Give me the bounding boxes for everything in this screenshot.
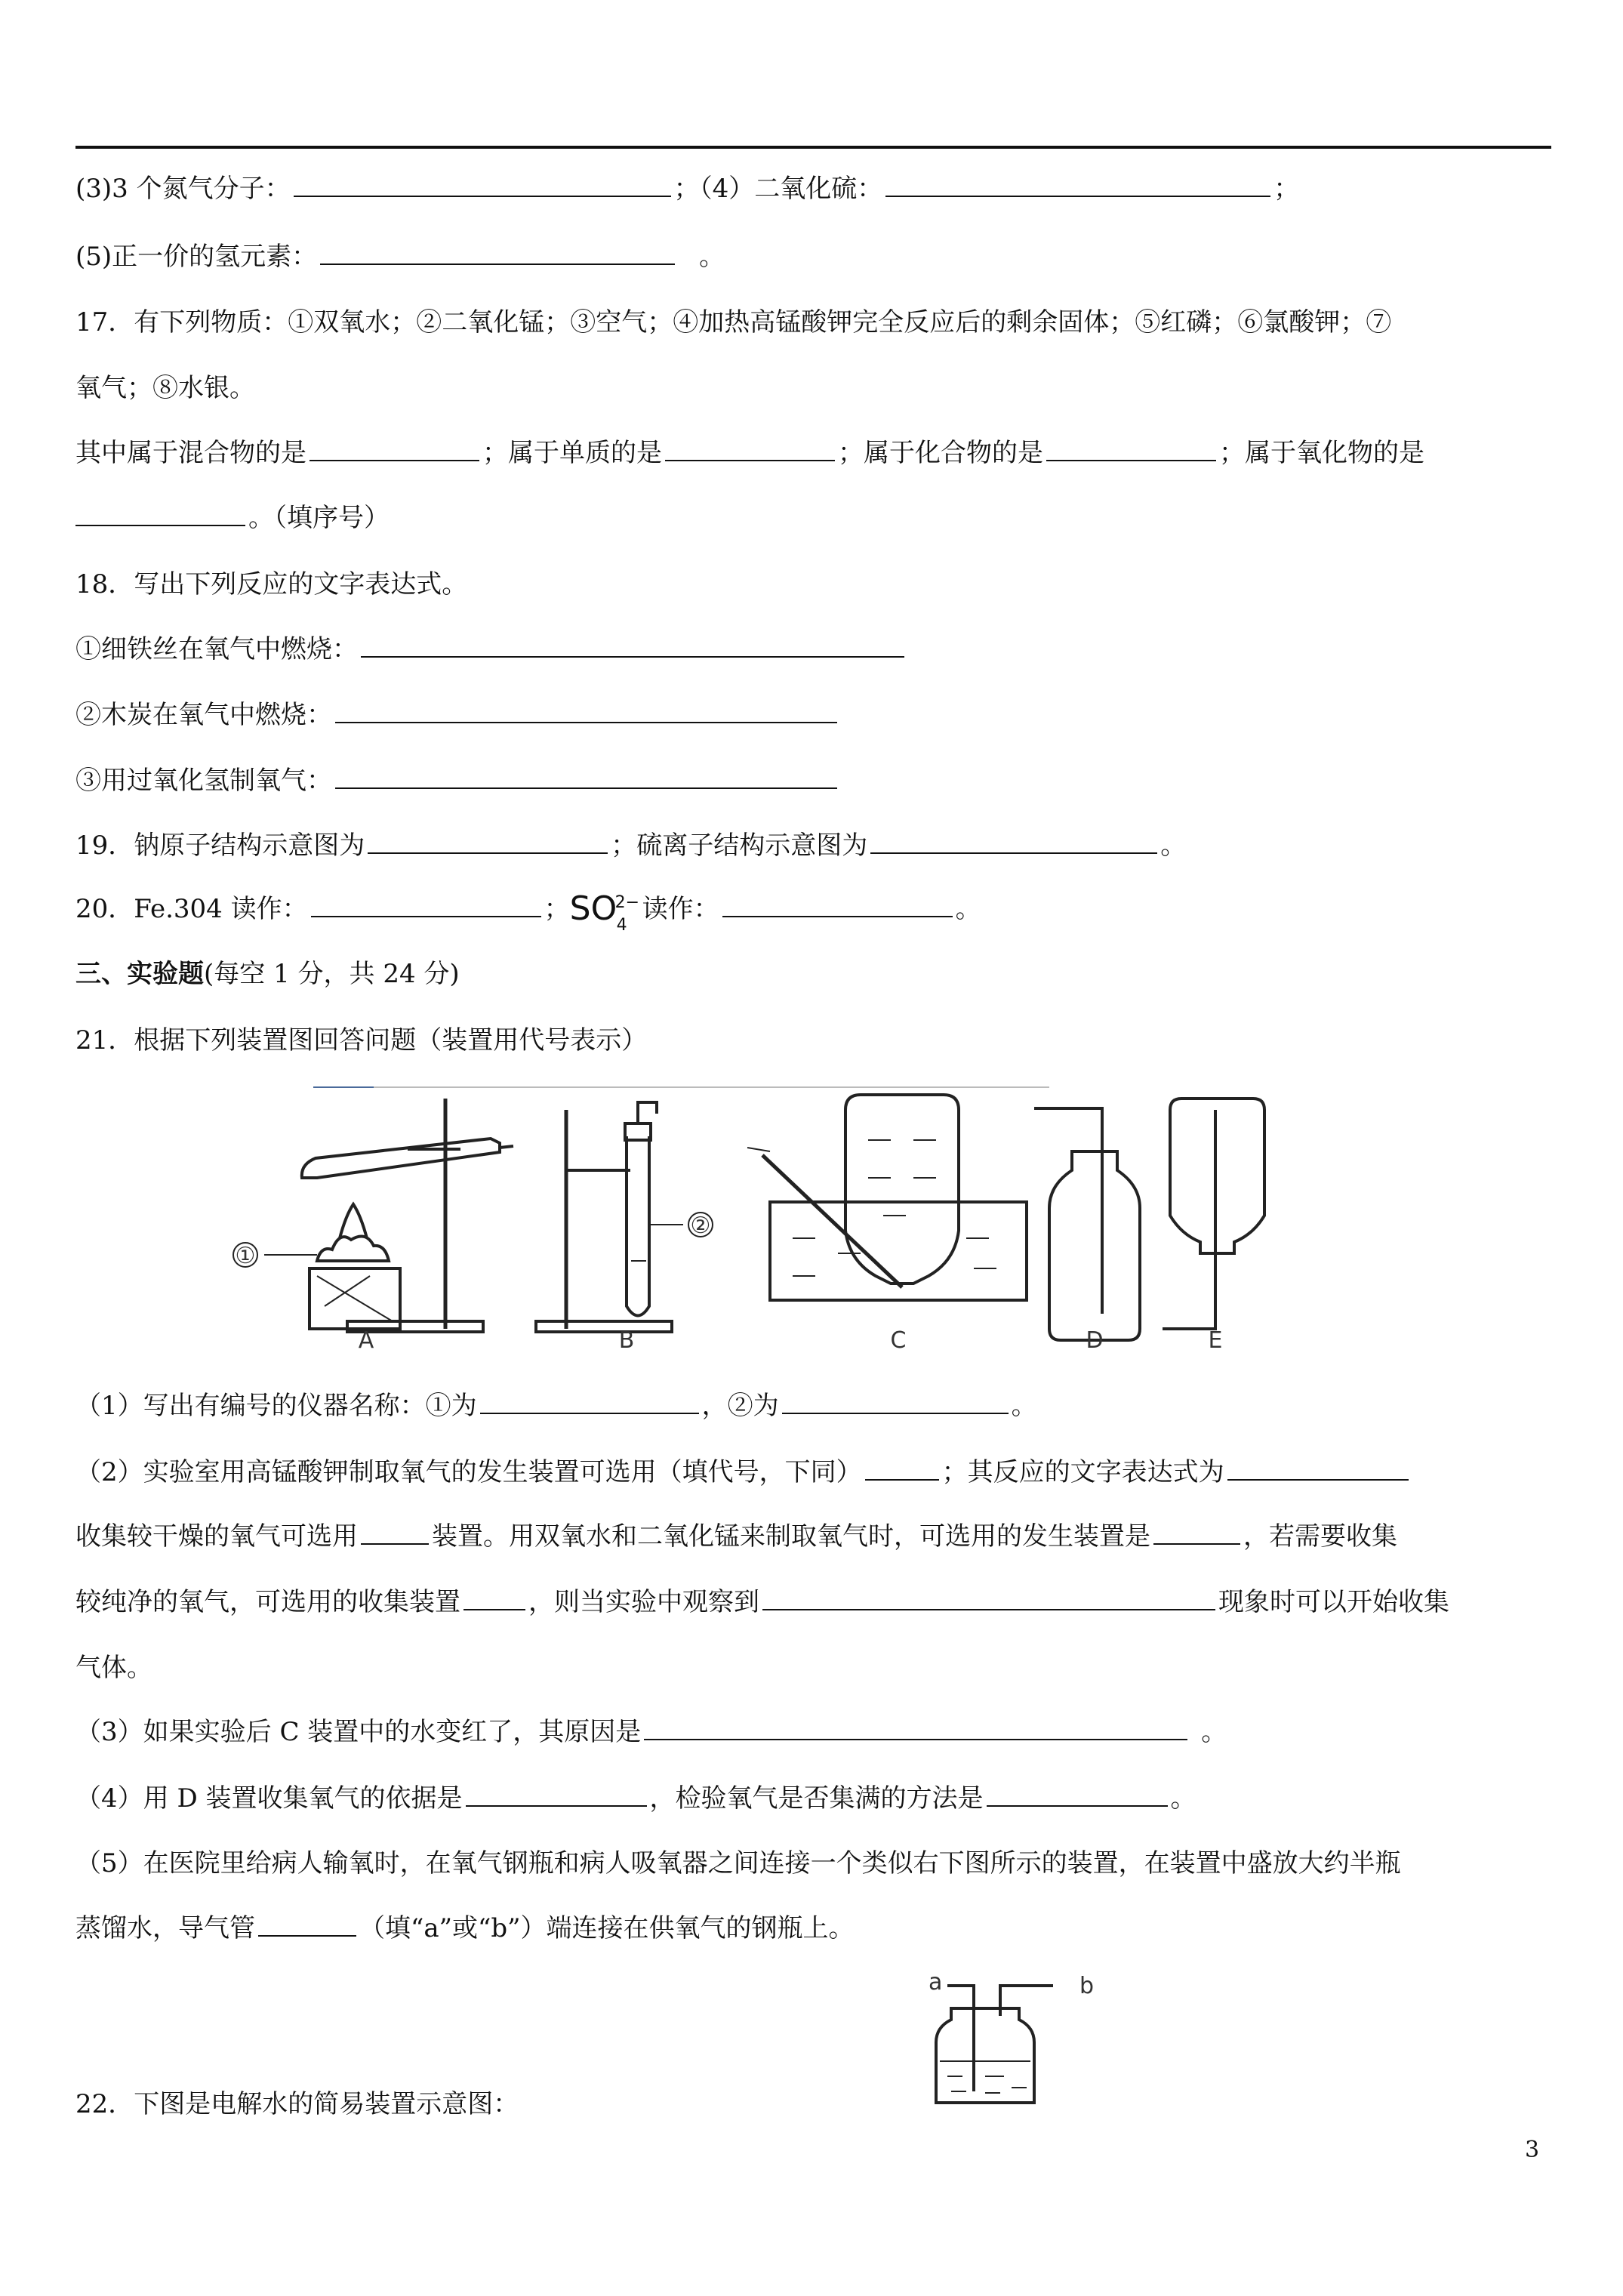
answer-blank[interactable] bbox=[782, 1390, 1009, 1414]
stand-base bbox=[536, 1321, 672, 1332]
q21-3-text: （3）如果实验后 C 装置中的水变红了，其原因是 bbox=[75, 1717, 642, 1747]
answer-blank[interactable] bbox=[762, 1586, 1215, 1610]
apparatus-labels bbox=[359, 1327, 1223, 1351]
long-tube-d bbox=[1034, 1108, 1102, 1314]
q21-2-equation-label: ；其反应的文字表达式为 bbox=[941, 1457, 1224, 1487]
q16-5-text: (5)正一价的氢元素： bbox=[75, 242, 318, 272]
ion-subscript: 4 bbox=[616, 916, 627, 935]
answer-blank[interactable] bbox=[644, 1716, 1187, 1740]
answer-blank[interactable] bbox=[310, 437, 479, 461]
inverted-bottle-e bbox=[1170, 1099, 1264, 1253]
apparatus-figure bbox=[219, 1080, 1291, 1351]
answer-blank[interactable] bbox=[258, 1912, 356, 1937]
apparatus-label-a: A bbox=[358, 1327, 374, 1351]
q16-4-text: ；（4）二氧化硫： bbox=[673, 174, 883, 204]
q17-line-b: 氧气；⑧水银。 bbox=[75, 373, 255, 403]
q21-5-end-text: （填“a”或“b”）端连接在供氧气的钢瓶上。 bbox=[359, 1913, 855, 1943]
collection-bottle-d bbox=[1049, 1151, 1140, 1340]
q17-oxide-label: ；属于氧化物的是 bbox=[1219, 438, 1424, 468]
stopper bbox=[625, 1123, 651, 1140]
q21-3-line bbox=[75, 1715, 1227, 1749]
label-b: b bbox=[1079, 1973, 1095, 1999]
answer-blank[interactable] bbox=[480, 1390, 699, 1414]
answer-blank[interactable] bbox=[294, 173, 671, 197]
punct: 。 bbox=[1170, 1783, 1196, 1814]
q17-line-c bbox=[75, 436, 1424, 470]
marker-1: ① bbox=[235, 1243, 256, 1269]
apparatus-e bbox=[1163, 1099, 1264, 1329]
punct: 。 bbox=[699, 242, 725, 272]
q18-1-text: ①细铁丝在氧气中燃烧： bbox=[75, 634, 358, 664]
section-score-note: (每空 1 分，共 24 分) bbox=[204, 959, 460, 989]
q18-2-text: ②木炭在氧气中燃烧： bbox=[75, 700, 332, 730]
q21-2-collect-text: 较纯净的氧气，可选用的收集装置 bbox=[75, 1587, 460, 1617]
apparatus-label-c: C bbox=[890, 1327, 907, 1351]
answer-blank[interactable] bbox=[361, 633, 904, 658]
q18-3-text: ③用过氧化氢制氧气： bbox=[75, 766, 332, 796]
q17-compound-label: ；属于化合物的是 bbox=[838, 438, 1043, 468]
answer-blank[interactable] bbox=[885, 173, 1270, 197]
q18-line-1 bbox=[75, 633, 907, 666]
answer-blank[interactable] bbox=[987, 1783, 1168, 1807]
header-rule bbox=[75, 146, 1551, 149]
q18-title: 18．写出下列反应的文字表达式。 bbox=[75, 569, 468, 599]
sulfate-ion-formula bbox=[569, 889, 642, 935]
q21-4-check-text: ，检验氧气是否集满的方法是 bbox=[649, 1783, 984, 1814]
q21-2-start-text: 现象时可以开始收集 bbox=[1218, 1587, 1449, 1617]
q16-line-3 bbox=[75, 172, 1299, 205]
section-3-heading bbox=[75, 957, 460, 991]
apparatus-b bbox=[536, 1102, 713, 1332]
q16-line-5 bbox=[75, 240, 725, 273]
section-title: 三、实验题 bbox=[75, 959, 204, 989]
apparatus-label-e: E bbox=[1208, 1327, 1223, 1351]
q21-1-sep: ，②为 bbox=[701, 1391, 779, 1421]
q20-read-label: 读作： bbox=[642, 894, 719, 924]
answer-blank[interactable] bbox=[463, 1586, 525, 1610]
apparatus-a bbox=[233, 1099, 513, 1332]
wash-bottle-svg bbox=[910, 1963, 1106, 2114]
punct: 。 bbox=[1201, 1717, 1227, 1747]
apparatus-c bbox=[747, 1095, 1027, 1300]
answer-blank[interactable] bbox=[368, 830, 608, 854]
q21-1-text: （1）写出有编号的仪器名称：①为 bbox=[75, 1391, 477, 1421]
answer-blank[interactable] bbox=[361, 1521, 429, 1545]
answer-blank[interactable] bbox=[1227, 1456, 1409, 1481]
q21-1-line bbox=[75, 1389, 1037, 1422]
test-tube-b bbox=[627, 1136, 649, 1316]
q19-line bbox=[75, 829, 1186, 862]
answer-blank[interactable] bbox=[466, 1783, 647, 1807]
q21-2-h2o2-text: 装置。用双氧水和二氧化锰来制取氧气时，可选用的发生装置是 bbox=[432, 1521, 1150, 1552]
answer-blank[interactable] bbox=[870, 830, 1157, 854]
q19-sulfur-text: ；硫离子结构示意图为 bbox=[611, 831, 868, 861]
page-number: 3 bbox=[1525, 2137, 1540, 2163]
q17-line-d bbox=[75, 501, 390, 535]
answer-blank[interactable] bbox=[1153, 1521, 1240, 1545]
q21-5-text: 蒸馏水，导气管 bbox=[75, 1913, 255, 1943]
answer-blank[interactable] bbox=[75, 502, 245, 526]
wash-bottle-figure bbox=[910, 1963, 1106, 2114]
q21-5-line-b bbox=[75, 1912, 855, 1945]
answer-blank[interactable] bbox=[865, 1456, 939, 1481]
q21-5-line-a: （5）在医院里给病人输氧时，在氧气钢瓶和病人吸氧器之间连接一个类似右下图所示的装置，在装置中盛放大约半瓶 bbox=[75, 1848, 1401, 1878]
punct: 。 bbox=[955, 894, 981, 924]
q19-sodium-text: 19．钠原子结构示意图为 bbox=[75, 831, 365, 861]
apparatus-svg bbox=[219, 1080, 1291, 1351]
answer-blank[interactable] bbox=[665, 437, 835, 461]
q17-line-a: 17．有下列物质：①双氧水；②二氧化锰；③空气；④加热高锰酸钾完全反应后的剩余固体；⑤红磷；⑥氯酸钾；⑦ bbox=[75, 307, 1392, 337]
q21-4-text: （4）用 D 装置收集氧气的依据是 bbox=[75, 1783, 463, 1814]
q21-2-dry-text: 收集较干燥的氧气可选用 bbox=[75, 1521, 358, 1552]
apparatus-d bbox=[1034, 1108, 1140, 1340]
bottle bbox=[936, 2008, 1034, 2103]
marker-2: ② bbox=[690, 1213, 711, 1239]
apparatus-label-b: B bbox=[618, 1327, 635, 1351]
punct: ； bbox=[1273, 174, 1300, 204]
q21-2-line-c bbox=[75, 1586, 1449, 1619]
q21-title: 21．根据下列装置图回答问题（装置用代号表示） bbox=[75, 1025, 648, 1056]
q17-mixture-label: 其中属于混合物的是 bbox=[75, 438, 306, 468]
q21-2-line-a bbox=[75, 1456, 1412, 1489]
q21-2-line-d: 气体。 bbox=[75, 1653, 152, 1683]
q21-2-pure-text: ，若需要收集 bbox=[1243, 1521, 1397, 1552]
q18-line-2 bbox=[75, 698, 840, 732]
q17-element-label: ；属于单质的是 bbox=[482, 438, 662, 468]
punct: 。 bbox=[1011, 1391, 1037, 1421]
delivery-tube-c bbox=[762, 1155, 902, 1287]
label-a: a bbox=[929, 1969, 943, 1996]
q21-2-line-b bbox=[75, 1520, 1397, 1553]
q20-fe-text: 20．Fe.304 读作： bbox=[75, 894, 308, 924]
answer-blank[interactable] bbox=[335, 765, 837, 789]
apparatus-label-d: D bbox=[1086, 1327, 1104, 1351]
answer-blank[interactable] bbox=[311, 893, 541, 917]
q22-line: 22．下图是电解水的简易装置示意图： bbox=[75, 2089, 519, 2119]
punct: ； bbox=[544, 894, 570, 924]
tube-b bbox=[1000, 1986, 1053, 2016]
delivery-tube-a bbox=[500, 1146, 513, 1148]
flame bbox=[340, 1204, 367, 1238]
q21-2-observe-text: ，则当实验中观察到 bbox=[528, 1587, 759, 1617]
q18-line-3 bbox=[75, 764, 840, 797]
ion-base: SO bbox=[569, 889, 617, 928]
q17-fill-note: 。（填序号） bbox=[248, 503, 390, 533]
answer-blank[interactable] bbox=[335, 699, 837, 723]
test-tube-a bbox=[302, 1139, 500, 1178]
answer-blank[interactable] bbox=[1046, 437, 1216, 461]
alcohol-lamp bbox=[317, 1237, 389, 1262]
inverted-bottle bbox=[845, 1095, 959, 1284]
q16-3-text: (3)3 个氮气分子： bbox=[75, 174, 291, 204]
q21-2-text: （2）实验室用高锰酸钾制取氧气的发生装置可选用（填代号，下同） bbox=[75, 1457, 862, 1487]
delivery-tube-b bbox=[638, 1102, 657, 1123]
ion-charge: 2− bbox=[614, 893, 640, 912]
q20-line bbox=[75, 889, 981, 935]
answer-blank[interactable] bbox=[722, 893, 953, 917]
q21-4-line bbox=[75, 1782, 1196, 1815]
punct: 。 bbox=[1160, 831, 1187, 861]
answer-blank[interactable] bbox=[320, 241, 675, 265]
